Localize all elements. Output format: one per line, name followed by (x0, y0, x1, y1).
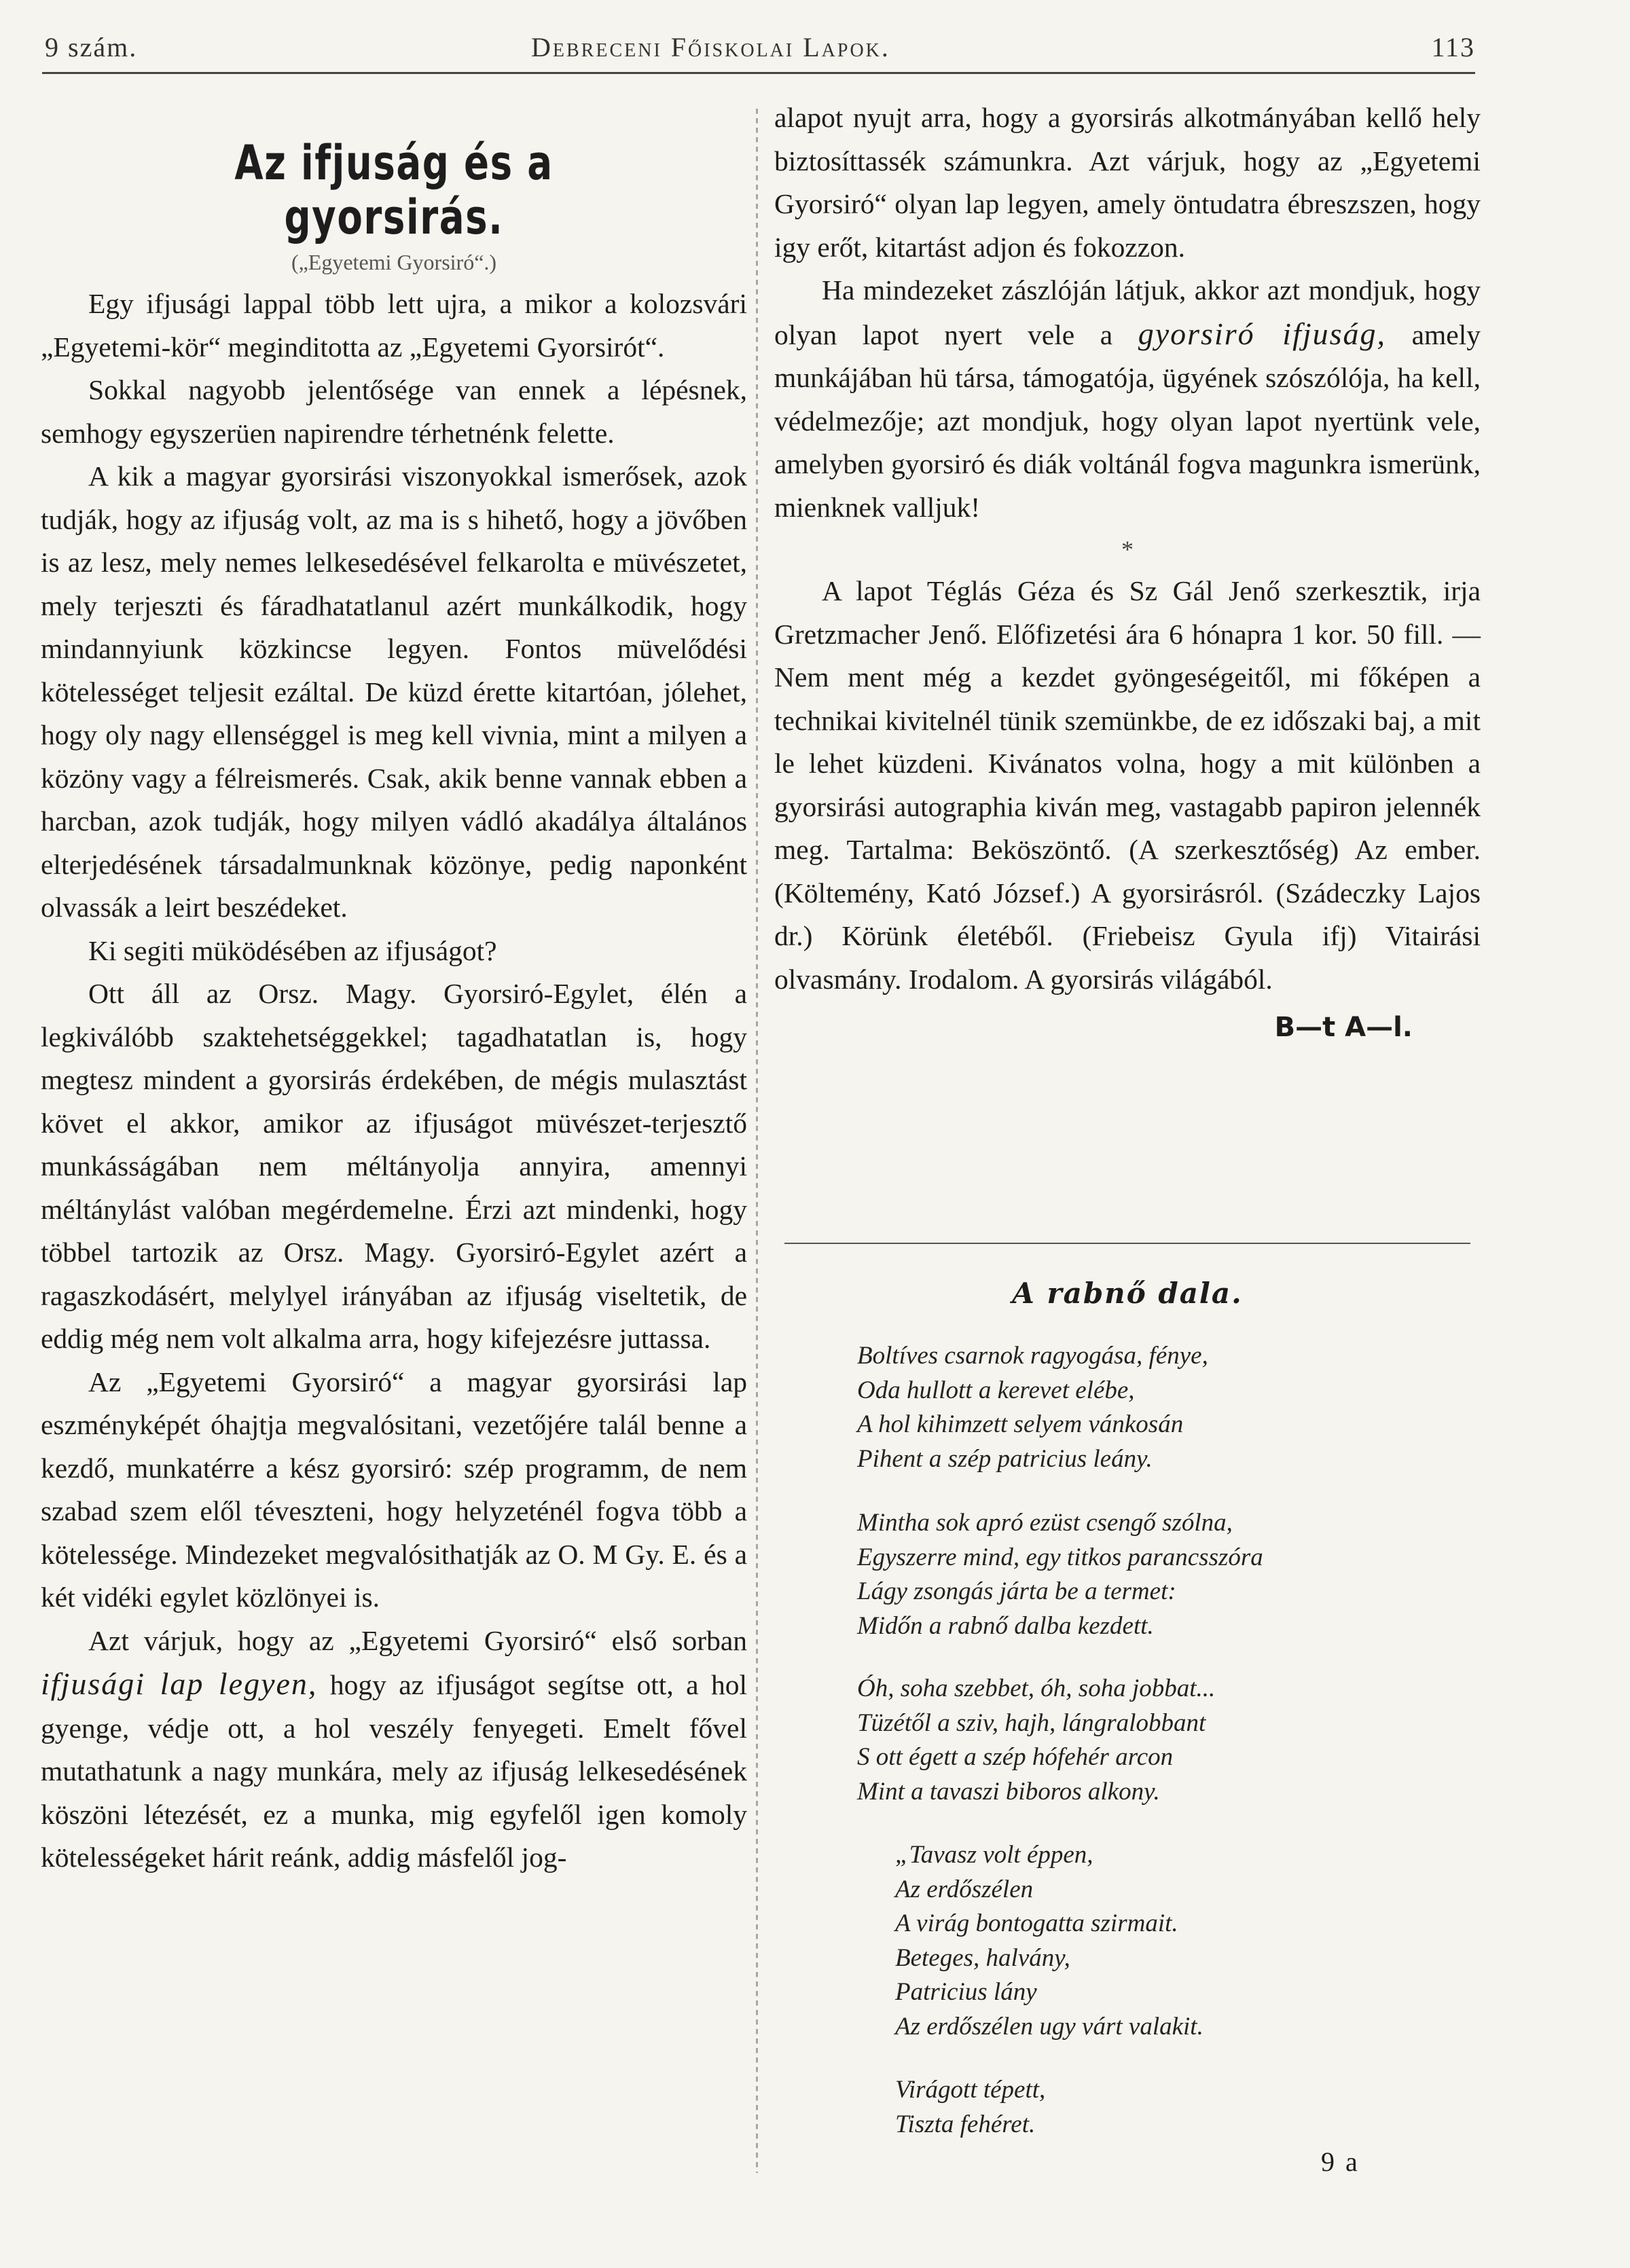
author-signature: B—t A—l. (1274, 1012, 1413, 1043)
poem-line: Tüzétől a sziv, hajh, lángralobbant (857, 1708, 1206, 1737)
poem-line: Mint a tavaszi biboros alkony. (857, 1777, 1160, 1806)
signature-mark: 9 a (1321, 2146, 1360, 2177)
page-number: 113 (1431, 32, 1475, 62)
poem-line: Az erdőszélen ugy várt valakit. (895, 2012, 1203, 2041)
poem-line: Boltíves csarnok ragyogása, fénye, (857, 1342, 1208, 1370)
paragraph: A lapot Téglás Géza és Sz Gál Jenő szerkesztik, irja Gretzmacher Jenő. Előfizetési ára 6 hónapra 1 kor. 50 fill. — Nem ment még a kezdet gyöngeségeitől, mi főképen a technikai kivitelnél tünik szemünkbe, de ez időszaki baj, a mit le lehet küzdeni. Kivánatos volna, hogy a mit különben a gyorsirási autographia kiván meg, vastagabb papiron jelennék meg. Tartalma: Beköszöntő. (A szerkesztőség) Az ember. (Költemény, Kató József.) A gyorsirásról. (Szádeczky Lajos dr.) Körünk életéből. (Friebeisz Gyula ifj) Vitairási olvasmány. Irodalom. A gyorsirás világából. (774, 575, 1481, 995)
article-title: Az ifjuság és a gyorsirás. (234, 135, 554, 245)
section-rule (784, 1243, 1470, 1244)
paragraph: alapot nyujt arra, hogy a gyorsirás alkotmányában kellő hely biztosíttassék számunkra. Azt várjuk, hogy az „Egyetemi Gyorsiró“ olyan lap legyen, amely öntudatra ébreszszen, hogy igy erőt, kitartást adjon és fokozzon. (774, 102, 1481, 263)
left-column (41, 136, 747, 1880)
text-run: amely munkájában hü társa, támogatója, ügyének szószólója, ha kell, védelmezője; azt mondjuk, hogy olyan lapot nyertünk vele, amelyben gyorsiró és diák voltánál fogva magunkra ismerünk, mienknek valljuk! (774, 318, 1481, 523)
poem-line: Pihent a szép patricius leány. (857, 1444, 1153, 1473)
running-header (42, 26, 1475, 69)
poem-stanza (857, 1506, 1263, 1643)
poem-line: Óh, soha szebbet, óh, soha jobbat... (857, 1675, 1216, 1702)
poem-line: S ott égett a szép hófehér arcon (857, 1743, 1174, 1771)
poem-title: A rabnő dala. (1012, 1277, 1243, 1310)
article-source: („Egyetemi Gyorsiró“.) (291, 250, 497, 274)
poem-stanza (857, 1339, 1208, 1476)
poem-line: Tiszta fehéret. (895, 2110, 1036, 2138)
header-rule (42, 72, 1475, 74)
text-run: Azt várjuk, hogy az „Egyetemi Gyorsiró“ első sorban (88, 1624, 747, 1656)
poem-line: Midőn a rabnő dalba kezdett. (857, 1611, 1154, 1640)
poem-line: A virág bontogatta szirmait. (895, 1909, 1178, 1937)
poem-line: Beteges, halvány, (895, 1943, 1070, 1972)
poem-line: Virágott tépett, (895, 2076, 1046, 2104)
paragraph: Ki segiti müködésében az ifjuságot? (88, 934, 497, 966)
column-divider (756, 109, 758, 2173)
paragraph (774, 269, 1481, 529)
poem-stanza (857, 1672, 1215, 1809)
poem-line: „Tavasz volt éppen, (895, 1841, 1093, 1869)
right-column (774, 96, 1481, 1050)
asterisk-separator: * (1121, 536, 1134, 563)
emphasis: ifjusági lap legyen, (41, 1666, 318, 1701)
poem-stanza (895, 1838, 1203, 2044)
journal-title: Debreceni Főiskolai Lapok. (531, 32, 890, 62)
paragraph: Egy ifjusági lappal több lett ujra, a mikor a kolozsvári „Egyetemi-kör“ meginditotta az „Egyetemi Gyorsirót“. (41, 288, 747, 363)
poem-line: A hol kihimzett selyem vánkosán (857, 1410, 1184, 1438)
poem-line: Patricius lány (895, 1978, 1037, 2006)
paragraph: Ott áll az Orsz. Magy. Gyorsiró-Egylet, élén a legkiválóbb szaktehetséggekkel; tagadhatatlan is, hogy megtesz mindent a gyorsirás érdekében, de mégis mulasztást követ el akkor, amikor az ifjuságot müvészet-terjesztő munkásságában nem méltányolja annyira, amennyi méltánylást valóban megérdemelne. Érzi azt mindenki, hogy többel tartozik az Orsz. Magy. Gyorsiró-Egylet azért a ragaszkodásért, melylyel irányában az ifjuság viseltetik, de eddig még nem volt alkalma arra, hogy kifejezésre juttassa. (41, 978, 747, 1354)
poem-line: Lágy zsongás járta be a termet: (857, 1577, 1176, 1605)
issue-number: 9 szám. (45, 32, 138, 62)
paragraph: Sokkal nagyobb jelentősége van ennek a lépésnek, semhogy egyszerüen napirendre térhetnénk felette. (41, 374, 747, 449)
poem-line: Mintha sok apró ezüst csengő szólna, (857, 1509, 1233, 1537)
poem-line: Egyszerre mind, egy titkos parancsszóra (857, 1543, 1263, 1571)
poem-line: Oda hullott a kerevet elébe, (857, 1376, 1135, 1404)
text-run: Ha mindezeket zászlóján látjuk, akkor azt mondjuk, hogy olyan lapot nyert vele a (774, 274, 1481, 350)
text-run: hogy az ifjuságot segítse ott, a hol gyenge, védje ott, a hol veszély fenyegeti. Emelt fővel mutathatunk a nagy munkára, mely az ifjuság lelkesedésének köszöni létezését, ez a munka, mig egyfelől igen komoly kötelességeket hárit reánk, addig másfelől jog- (41, 1669, 747, 1873)
poem-stanza (895, 2073, 1045, 2142)
paragraph: A kik a magyar gyorsirási viszonyokkal ismerősek, azok tudják, hogy az ifjuság volt, az ma is s hihető, hogy a jövőben is az lesz, mely nemes lelkesedésével felkarolta e müvészetet, mely terjeszti és fáradhatatlanul azért munkálkodik, hogy mindannyiunk közkincse legyen. Fontos müvelődési kötelességet teljesit ezáltal. De küzd érette kitartóan, jólehet, hogy oly nagy ellenséggel is meg kell vivnia, mint a milyen a közöny vagy a félreismerés. Csak, akik benne vannak ebben a harcban, azok tudják, hogy milyen vádló akadálya általános elterjedésének társadalmunknak közönye, pedig naponként olvassák a leirt beszédeket. (41, 460, 747, 923)
paragraph: Az „Egyetemi Gyorsiró“ a magyar gyorsirási lap eszményképét óhajtja megvalósitani, vezetőjére talál benne a kezdő, munkatérre a kész gyorsiró: szép programm, de nem szabad szem elől téveszteni, hogy helyzeténél fogva több a kötelessége. Mindezeket megvalósithatják az O. M Gy. E. és a két vidéki egylet közlönyei is. (41, 1366, 747, 1613)
poem-line: Az erdőszélen (895, 1875, 1034, 1903)
paragraph (41, 1620, 747, 1880)
emphasis: gyorsiró ifjuság, (1138, 316, 1387, 351)
